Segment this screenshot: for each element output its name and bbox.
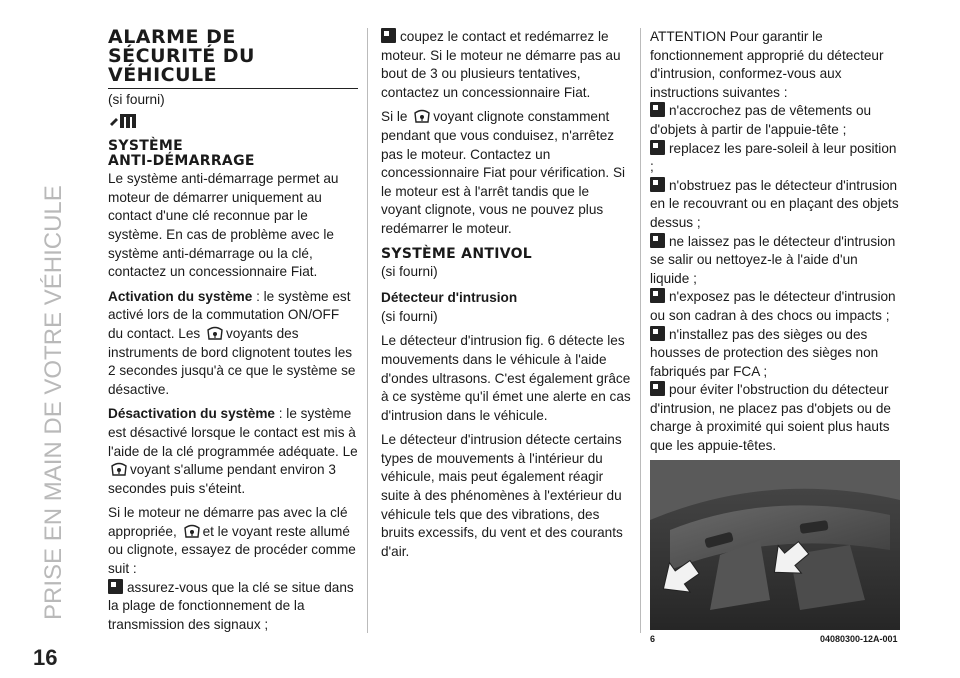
heading-detecteur-intrusion: Détecteur d'intrusion <box>381 290 518 306</box>
paragraph-desactivation: Désactivation du système : le système est désactivé lorsque le contact est mis à l'aide de la clé programmée adéquate. Le voyant s'allume pendant environ 3 secondes puis s'éteint. <box>108 406 358 496</box>
immobilizer-warning-light-icon <box>183 523 201 539</box>
bullet-square-icon <box>650 140 665 155</box>
bullet-square-icon <box>650 177 665 192</box>
list-item: replacez les pare-soleil à leur position ; <box>650 140 897 175</box>
column-2 <box>381 28 631 567</box>
paragraph: Le détecteur d'intrusion détecte certains types de mouvements à l'intérieur du véhicule, mais peut également réagir suite à des phénomènes à l'extérieur du véhicule tels que des vibrations, des bruits excessifs, du vent et des courants d'air. <box>381 432 623 559</box>
list-item: coupez le contact et redémarrez le moteur. Si le moteur ne démarre pas au bout de 3 ou plusieurs tentatives, contactez un concessionnaire Fiat. <box>381 29 621 100</box>
heading-antivol: SYSTÈME ANTIVOL <box>381 245 533 262</box>
list-item: n'obstruez pas le détecteur d'intrusion en le recouvrant ou en plaçant des objets dessus ; <box>650 177 899 230</box>
availability-note: (si fourni) <box>108 92 165 107</box>
paragraph: Si le voyant clignote constamment pendant que vous conduisez, n'arrêtez pas le moteur. Contactez un concessionnaire Fiat pour vérification. Si le moteur est à l'arrêt tandis que le voyant clignote, vous ne pouvez plus redémarrer le moteur. <box>381 109 626 236</box>
list-item: ne laissez pas le détecteur d'intrusion se salir ou nettoyez-le à l'aide d'un liquide ; <box>650 233 896 286</box>
list-item: assurez-vous que la clé se situe dans la plage de fonctionnement de la transmission des signaux ; <box>108 579 354 632</box>
bullet-square-icon <box>650 233 665 248</box>
figure-code: 04080300-12A-001 <box>820 634 898 644</box>
immobilizer-warning-light-icon <box>206 325 224 341</box>
bullet-square-icon <box>108 579 123 594</box>
bullet-square-icon <box>650 381 665 396</box>
figure-number: 6 <box>650 634 656 644</box>
column-divider <box>640 28 641 633</box>
column-1 <box>108 28 358 634</box>
list-item: n'accrochez pas de vêtements ou d'objets à partir de l'appuie-tête ; <box>650 103 872 137</box>
list-item: n'exposez pas le détecteur d'intrusion ou son cadran à des chocs ou impacts ; <box>650 289 896 323</box>
page-number: 16 <box>33 645 58 670</box>
attention-note: ATTENTION Pour garantir le fonctionnement approprié du détecteur d'intrusion, conformez-vous aux instructions suivantes : <box>650 29 884 100</box>
immobilizer-warning-light-icon <box>110 461 128 477</box>
immobilizer-warning-light-icon <box>413 108 431 124</box>
availability-note: (si fourni) <box>381 308 438 324</box>
paragraph: Le système anti-démarrage permet au moteur de démarrer uniquement au contact d'une clé reconnue par le système. En cas de problème avec le système anti-démarrage ou la clé, contactez un concessionnaire Fiat. <box>108 171 339 280</box>
key-symbol-icon <box>108 112 358 136</box>
column-3 <box>650 28 900 456</box>
bullet-square-icon <box>650 326 665 341</box>
side-section-title <box>6 20 76 620</box>
side-section-title-text: PRISE EN MAIN DE VOTRE VÉHICULE <box>40 185 67 620</box>
availability-note: (si fourni) <box>381 263 438 279</box>
section-title: ALARME DE SÉCURITÉ DU VÉHICULE <box>108 28 358 89</box>
column-divider <box>367 28 368 633</box>
bullet-square-icon <box>650 288 665 303</box>
list-item: pour éviter l'obstruction du détecteur d'intrusion, ne placez pas d'objets ou de charge à proximité qui soient plus hauts que les appuie-têtes. <box>650 382 891 454</box>
bullet-square-icon <box>650 102 665 117</box>
list-item: n'installez pas des sièges ou des housses de protection des sièges non fabriqués par FCA ; <box>650 326 879 379</box>
bullet-square-icon <box>381 28 396 43</box>
paragraph: Si le moteur ne démarre pas avec la clé appropriée, et le voyant reste allumé ou clignote, essayez de procéder comme suit : <box>108 505 356 577</box>
paragraph-activation: Activation du système : le système est activé lors de la commutation ON/OFF du contact. Les voyants des instruments de bord clignotent toutes les 2 secondes jusqu'à ce que le système se désactive. <box>108 288 356 397</box>
paragraph: Le détecteur d'intrusion fig. 6 détecte les mouvements dans le véhicule à l'aide d'ondes ultrasons. C'est également grâce à ce système qu'il émet une alerte en cas d'intrusion dans le véhicule. <box>381 333 631 423</box>
heading-anti-demarrage: SYSTÈME ANTI-DÉMARRAGE <box>108 138 255 170</box>
intrusion-sensor-photo <box>650 460 900 630</box>
